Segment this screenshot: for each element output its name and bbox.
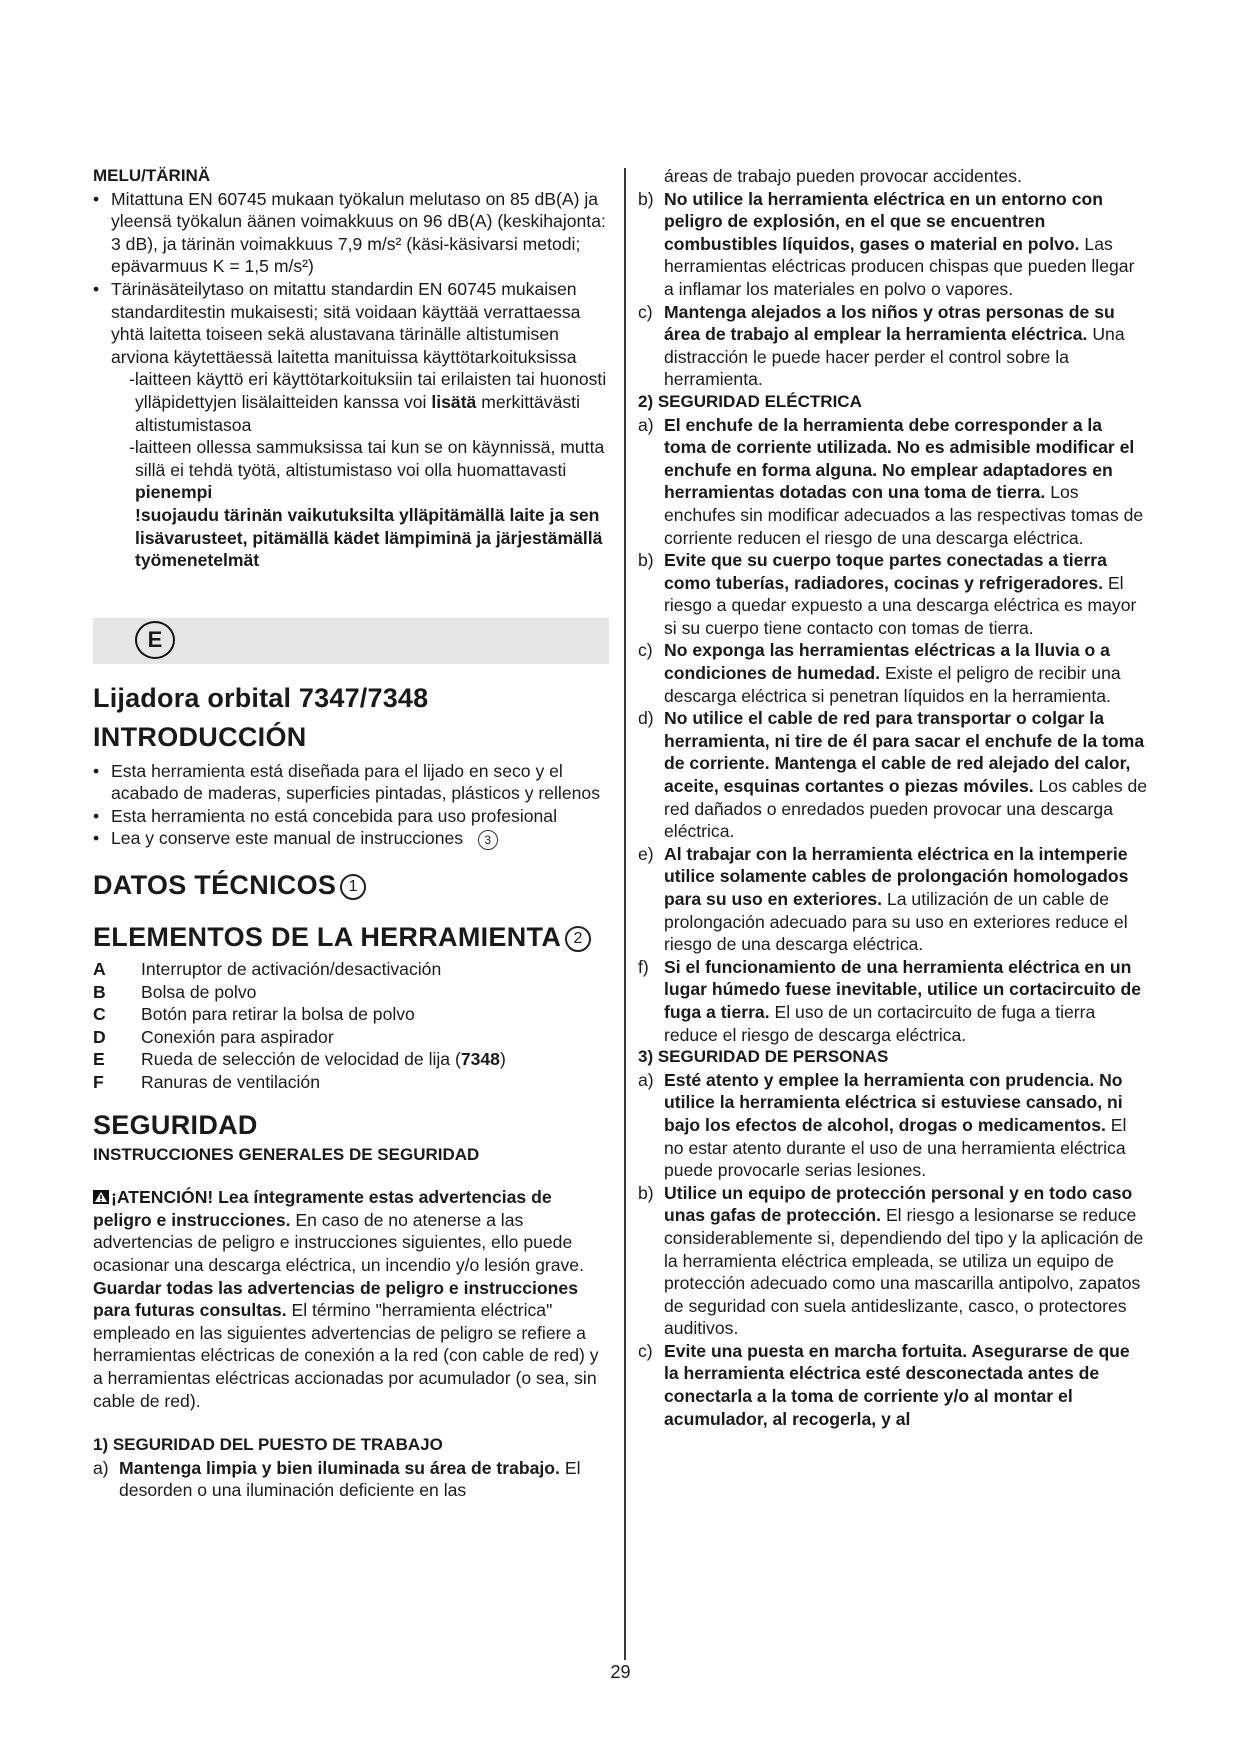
s3-heading: 3) SEGURIDAD DE PERSONAS (638, 1047, 889, 1067)
safety-item: f) Si el funcionamiento de una herramienta eléctrica en un lugar húmedo fuese inevitable, utilice un cortacircuito de fuga a tierra. El uso de un cortacircuito de fuga a tierra reduce el riesgo de descarga eléctrica. (638, 956, 1142, 1045)
element-row: B Bolsa de polvo (93, 981, 257, 1002)
seguridad-heading: SEGURIDAD (93, 1109, 258, 1140)
melu-dash-item: -laitteen ollessa sammuksissa tai kun se on käynnissä, mutta sillä ei tehdä työtä, altistumistaso voi olla huomattavasti pienempi (129, 437, 605, 503)
figure-ref-badge: 1 (340, 874, 366, 900)
intro-heading: INTRODUCCIÓN (93, 721, 307, 752)
safety-item: a) Mantenga limpia y bien iluminada su área de trabajo. El desorden o una iluminación deficiente en las (93, 1457, 581, 1501)
melu-bullet: • Tärinäsäteilytaso on mitattu standardin EN 60745 mukaisen standarditestin mukaisesti; sitä voidaan käyttää verrattaessa yhtä laitetta toiseen sekä alustavana tärinälle altistumisen arviona käytettäessä laitetta manituissa käyttötarkoituksissa (93, 278, 609, 368)
element-row: D Conexión para aspirador (93, 1026, 334, 1047)
elements-list (93, 958, 609, 1094)
element-row: E Rueda de selección de velocidad de lija (7348) (93, 1049, 506, 1070)
language-badge: E (135, 621, 175, 659)
column-divider (624, 168, 626, 1660)
atencion-paragraph: ¡ATENCIÓN! Lea íntegramente estas advertencias de peligro e instrucciones. En caso de no atenerse a las advertencias de peligro e instrucciones siguientes, ello puede ocasionar una descarga eléctrica, un incendio y/o lesión grave. Guardar todas las advertencias de peligro e instrucciones para futuras consultas. El término "herramienta eléctrica" empleado en las siguientes advertencias de peligro se refiere a herramientas eléctricas de conexión a la red (con cable de red) y a herramientas eléctricas accionadas por acumulador (o sea, sin cable de red). (93, 1187, 599, 1411)
page-number: 29 (610, 1662, 631, 1682)
melu-dash-item: -laitteen käyttö eri käyttötarkoituksiin tai erilaisten tai huonosti ylläpidettyjen lisälaitteiden kanssa voi lisätä merkittävästi altistumistasoa (129, 369, 607, 435)
melu-bullet: • Mitattuna EN 60745 mukaan työkalun melutaso on 85 dB(A) ja yleensä työkalun äänen voimakkuus on 96 dB(A) (keskihajonta: 3 dB), ja tärinän voimakkuus 7,9 m/s² (käsi-käsivarsi metodi; epävarmuus K = 1,5 m/s²) (93, 188, 609, 278)
safety-item: c) Mantenga alejados a los niños y otras personas de su área de trabajo al emplear la herramienta eléctrica. Una distracción le puede hacer perder el control sobre la herramienta. (638, 301, 1125, 390)
melu-list (93, 188, 609, 369)
safety-item: a) El enchufe de la herramienta debe corresponder a la toma de corriente utilizada. No es admisible modificar el enchufe en forma alguna. No emplear adaptadores en herramientas dotadas con una toma de tierra. Los enchufes sin modificar adecuados a las respectivas tomas de corriente reducen el riesgo de una descarga eléctrica. (638, 414, 1144, 548)
intro-bullet: • Lea y conserve este manual de instrucciones 3 (93, 827, 609, 850)
element-row: C Botón para retirar la bolsa de polvo (93, 1004, 415, 1025)
safety-item: b) No utilice la herramienta eléctrica en un entorno con peligro de explosión, en el que se encuentren combustibles líquidos, gases o material en polvo. Las herramientas eléctricas producen chispas que pueden llegar a inflamar los materiales en polvo o vapores. (638, 188, 1135, 299)
safety-item: d) No utilice el cable de red para transportar o colgar la herramienta, ni tire de él para sacar el enchufe de la toma de corriente. Mantenga el cable de red alejado del calor, aceite, esquinas cortantes o piezas móviles. Los cables de red dañados o enredados pueden provocar una descarga eléctrica. (638, 708, 1148, 842)
continued-text: áreas de trabajo pueden provocar accidentes. (664, 166, 1022, 186)
s1-heading: 1) SEGURIDAD DEL PUESTO DE TRABAJO (93, 1435, 443, 1455)
safety-item: e) Al trabajar con la herramienta eléctrica en la intemperie utilice solamente cables de prolongación homologados para su uso en exteriores. La utilización de un cable de prolongación adecuado para su uso en exteriores reduce el riesgo de una descarga eléctrica. (638, 843, 1129, 955)
element-row: F Ranuras de ventilación (93, 1072, 320, 1093)
melu-heading: MELU/TÄRINÄ (93, 166, 211, 185)
melu-warning: !suojaudu tärinän vaikutuksilta ylläpitämällä laite ja sen lisävarusteet, pitämällä kädet lämpiminä ja järjestämällä työmenetelmät (135, 504, 603, 571)
tech-heading: DATOS TÉCNICOS 1 (93, 868, 609, 902)
safety-item: c) Evite una puesta en marcha fortuita. Asegurarse de que la herramienta eléctrica esté desconectada antes de conectarla a la toma de corriente y/o al montar el acumulador, al recogerla, y al (638, 1340, 1130, 1429)
safety-item: b) Evite que su cuerpo toque partes conectadas a tierra como tuberías, radiadores, cocinas y refrigeradores. El riesgo a quedar expuesto a una descarga eléctrica es mayor si su cuerpo tiene contacto con tomas de tierra. (638, 550, 1137, 638)
figure-ref-badge: 3 (478, 830, 498, 850)
safety-item: a) Esté atento y emplee la herramienta con prudencia. No utilice la herramienta eléctrica si estuviese cansado, ni bajo los efectos de alcohol, drogas o medicamentos. El no estar atento durante el uso de una herramienta eléctrica puede provocarle serias lesiones. (638, 1069, 1127, 1181)
intro-list (93, 760, 609, 850)
elements-heading: ELEMENTOS DE LA HERRAMIENTA 2 (93, 920, 609, 954)
safety-item: b) Utilice un equipo de protección personal y en todo caso unas gafas de protección. El riesgo a lesionarse se reduce considerablemente si, dependiendo del tipo y la aplicación de la herramienta eléctrica empleada, se utiliza un equipo de protección adecuado como una mascarilla antipolvo, zapatos de seguridad con suela antideslizante, casco, o protectores auditivos. (638, 1182, 1144, 1339)
intro-bullet: • Esta herramienta no está concebida para uso profesional (93, 805, 609, 828)
right-column (638, 165, 1148, 1430)
s2-heading: 2) SEGURIDAD ELÉCTRICA (638, 391, 862, 411)
safety-item: c) No exponga las herramientas eléctricas a la lluvia o a condiciones de humedad. Existe el peligro de recibir una descarga eléctrica si penetran líquidos en la herramienta. (638, 640, 1121, 706)
product-title: Lijadora orbital 7347/7348 (93, 682, 429, 713)
element-row: A Interruptor de activación/desactivación (93, 959, 442, 980)
left-column (93, 165, 609, 1502)
general-safety-heading: INSTRUCCIONES GENERALES DE SEGURIDAD (93, 1144, 480, 1164)
warning-icon (93, 1190, 109, 1204)
language-band (93, 618, 609, 664)
intro-bullet: • Esta herramienta está diseñada para el lijado en seco y el acabado de maderas, superficies pintadas, plásticos y rellenos (93, 760, 609, 805)
figure-ref-badge: 2 (565, 926, 591, 952)
